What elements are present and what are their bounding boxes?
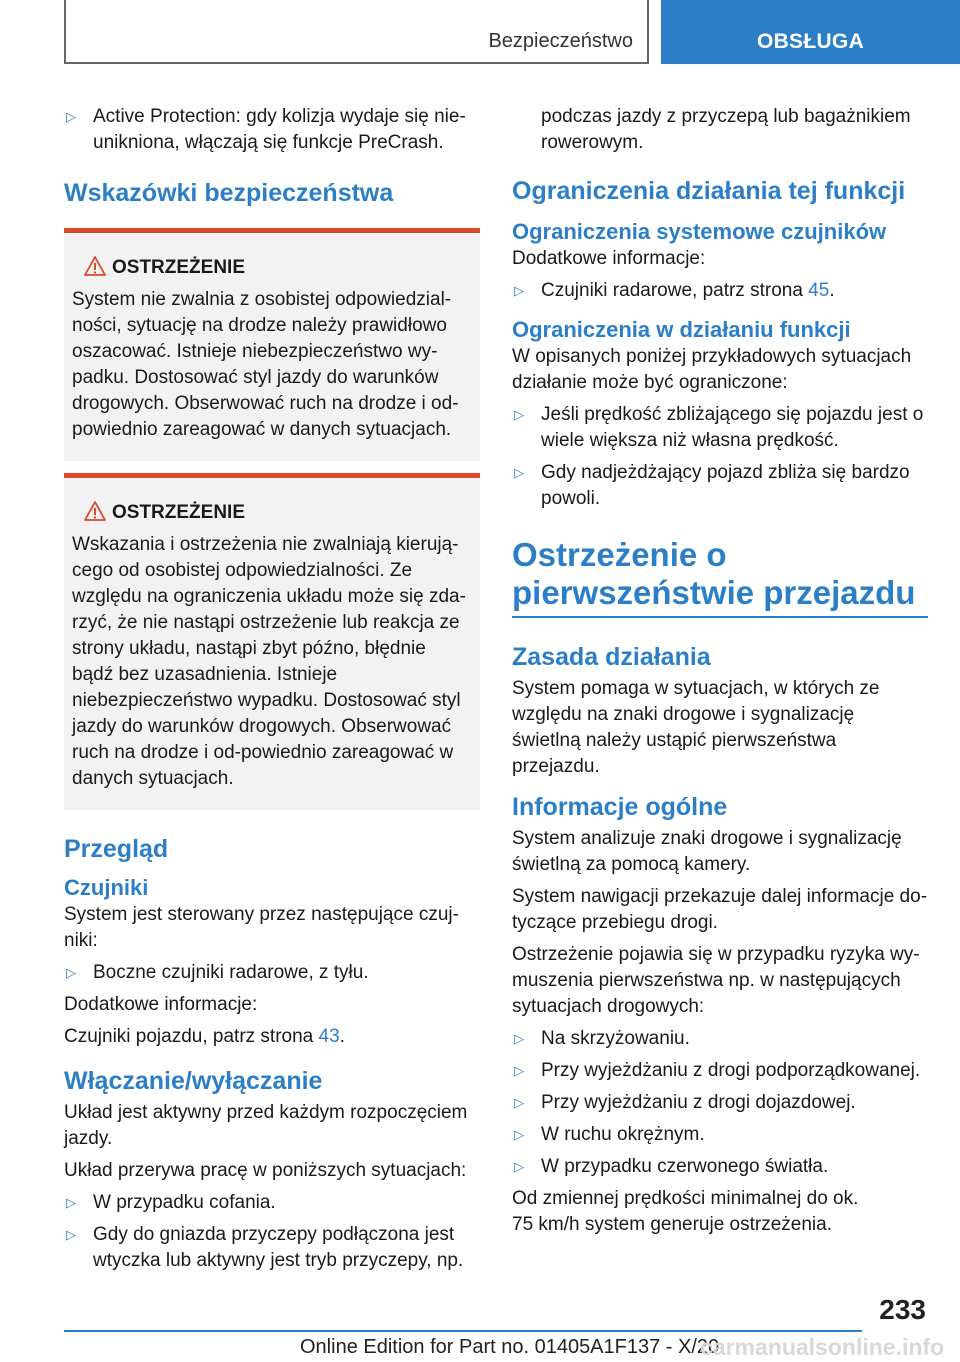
right-column (512, 104, 928, 1244)
speed-text-line: Od zmiennej prędkości minimalnej do ok. (512, 1188, 859, 1209)
sensors-text: System jest sterowany przez następujące czuj-niki: (64, 904, 459, 951)
watermark: carmanualsonline.info (700, 1334, 945, 1360)
warning-title (72, 255, 472, 281)
on-off-text-2: Układ przerywa pracę w poniższych sytuacjach: (64, 1160, 467, 1181)
triangle-bullet-icon: ▷ (514, 1063, 524, 1078)
footer-rule (64, 1330, 862, 1332)
continuation-text: podczas jazdy z przyczepą lub bagażnikiem rowerowym. (541, 106, 911, 153)
reference-suffix: . (829, 280, 835, 301)
list-item (64, 960, 480, 986)
left-column (64, 104, 480, 1280)
heading-on-off: Włączanie/wyłączanie (64, 1067, 323, 1095)
triangle-bullet-icon: ▷ (514, 407, 524, 422)
warning-triangle-icon (84, 500, 106, 522)
list-item (512, 402, 928, 454)
list-item-text: Boczne czujniki radarowe, z tyłu. (93, 962, 369, 983)
on-off-text: Układ jest aktywny przed każdym rozpoczęciem jazdy. (64, 1102, 468, 1149)
header-chapter-tab[interactable] (661, 0, 960, 64)
reference-text: Czujniki radarowe, patrz strona (541, 280, 809, 301)
list-item (64, 1190, 480, 1216)
header-section-box (64, 0, 649, 64)
warning-title (72, 500, 472, 526)
heading-safety: Wskazówki bezpieczeństwa (64, 179, 394, 207)
triangle-bullet-icon: ▷ (66, 1227, 76, 1242)
list-item (512, 1154, 928, 1180)
general-text-2: System nawigacji przekazuje dalej informacje do-tyczące przebiegu drogi. (512, 886, 928, 933)
header-chapter-label: OBSŁUGA (756, 30, 865, 53)
heading-sensors: Czujniki (64, 875, 149, 900)
list-item-text: Gdy nadjeżdżający pojazd zbliża się bardzo powoli. (541, 462, 910, 509)
heading-overview: Przegląd (64, 835, 169, 863)
list-item-text: Jeśli prędkość zbliżającego się pojazdu jest o wiele większa niż własna prędkość. (541, 404, 924, 451)
general-text-1: System analizuje znaki drogowe i sygnalizację świetlną za pomocą kamery. (512, 828, 902, 875)
warning-text: Wskazania i ostrzeżenia nie zwalniają kierują-cego od osobistej odpowiedzialności. Ze względu na ograniczenia układu może się zda-rzyć, że nie nastąpi ostrzeżenie lub reakcja ze strony układu, nastąpi zbyt późno, błędnie bądź bez uzasadnienia. Istnieje niebezpieczeństwo wypadku. Dostosować styl jazdy do warunków drogowych. Obserwować ruch na drodze i od-powiednio zareagować w danych sytuacjach. (72, 534, 466, 789)
list-item (512, 1122, 928, 1148)
list-item-text: W przypadku czerwonego światła. (541, 1156, 829, 1177)
list-item (512, 460, 928, 512)
header-section-title: Bezpieczeństwo (488, 30, 633, 52)
heading-line: Ostrzeżenie o (512, 536, 727, 573)
page-link[interactable]: 43 (318, 1026, 340, 1047)
heading-general-info: Informacje ogólne (512, 793, 728, 821)
list-item-text: Przy wyjeżdżaniu z drogi podporządkowanej. (541, 1060, 921, 1081)
page-number: 233 (879, 1294, 926, 1325)
triangle-bullet-icon: ▷ (514, 465, 524, 480)
triangle-bullet-icon: ▷ (514, 1159, 524, 1174)
warning-box-2 (64, 473, 480, 810)
triangle-bullet-icon: ▷ (66, 109, 76, 124)
list-item-text: Przy wyjeżdżaniu z drogi dojazdowej. (541, 1092, 856, 1113)
warning-triangle-icon (84, 255, 106, 277)
list-item (512, 1090, 928, 1116)
list-item-text: Active Protection: gdy kolizja wydaje się nie-unikniona, włączają się funkcje PreCrash. (93, 106, 466, 153)
list-item (512, 1058, 928, 1084)
heading-priority-warning (512, 536, 928, 612)
reference-suffix: . (339, 1026, 345, 1047)
speed-text-line: 75 km/h system generuje ostrzeżenia. (512, 1214, 832, 1235)
list-item-text: W ruchu okrężnym. (541, 1124, 705, 1145)
list-item (64, 1222, 480, 1274)
warning-title-text: OSTRZEŻENIE (112, 257, 246, 278)
warning-box-1 (64, 228, 480, 461)
triangle-bullet-icon: ▷ (514, 1127, 524, 1142)
heading-limits: Ograniczenia działania tej funkcji (512, 177, 906, 205)
list-item (512, 1026, 928, 1052)
triangle-bullet-icon: ▷ (514, 1095, 524, 1110)
warning-title-text: OSTRZEŻENIE (112, 502, 246, 523)
speed-text (512, 1186, 928, 1238)
triangle-bullet-icon: ▷ (66, 1195, 76, 1210)
list-item-text: W przypadku cofania. (93, 1192, 276, 1213)
page-link[interactable]: 45 (808, 280, 830, 301)
heading-function-limits: Ograniczenia w działaniu funkcji (512, 317, 851, 342)
warning-text: System nie zwalnia z osobistej odpowiedzial-ności, sytuację na drodze należy prawidłowo oszacować. Istnieje niebezpieczeństwo wy-padku. Dostosować styl jazdy do warunków drogowych. Obserwować ruch na drodze i od-powiednio zareagować w danych sytuacjach. (72, 289, 459, 440)
list-item-text: Gdy do gniazda przyczepy podłączona jest wtyczka lub aktywny jest tryb przyczepy, np. (93, 1224, 464, 1271)
heading-line: pierwszeństwie przejazdu (512, 574, 916, 611)
function-limits-text: W opisanych poniżej przykładowych sytuacjach działanie może być ograniczone: (512, 346, 912, 393)
footer-edition: Online Edition for Part no. 01405A1F137 - X/20 (300, 1336, 720, 1358)
general-text-3: Ostrzeżenie pojawia się w przypadku ryzyka wy-muszenia pierwszeństwa np. w następujących sytuacjach drogowych: (512, 944, 920, 1017)
sensors-reference (64, 1024, 480, 1050)
additional-info-label: Dodatkowe informacje: (512, 248, 706, 269)
reference-text: Czujniki pojazdu, patrz strona (64, 1026, 319, 1047)
heading-sensor-limits: Ograniczenia systemowe czujników (512, 219, 887, 244)
principle-text: System pomaga w sytuacjach, w których ze względu na znaki drogowe i sygnalizację świetlną należy ustąpić pierwszeństwa przejazdu. (512, 678, 880, 777)
list-item (64, 104, 480, 156)
triangle-bullet-icon: ▷ (514, 283, 524, 298)
triangle-bullet-icon: ▷ (66, 965, 76, 980)
heading-underline (512, 616, 928, 618)
heading-principle: Zasada działania (512, 643, 711, 671)
list-item-text: Na skrzyżowaniu. (541, 1028, 690, 1049)
list-item (512, 278, 928, 304)
additional-info-label: Dodatkowe informacje: (64, 994, 258, 1015)
triangle-bullet-icon: ▷ (514, 1031, 524, 1046)
